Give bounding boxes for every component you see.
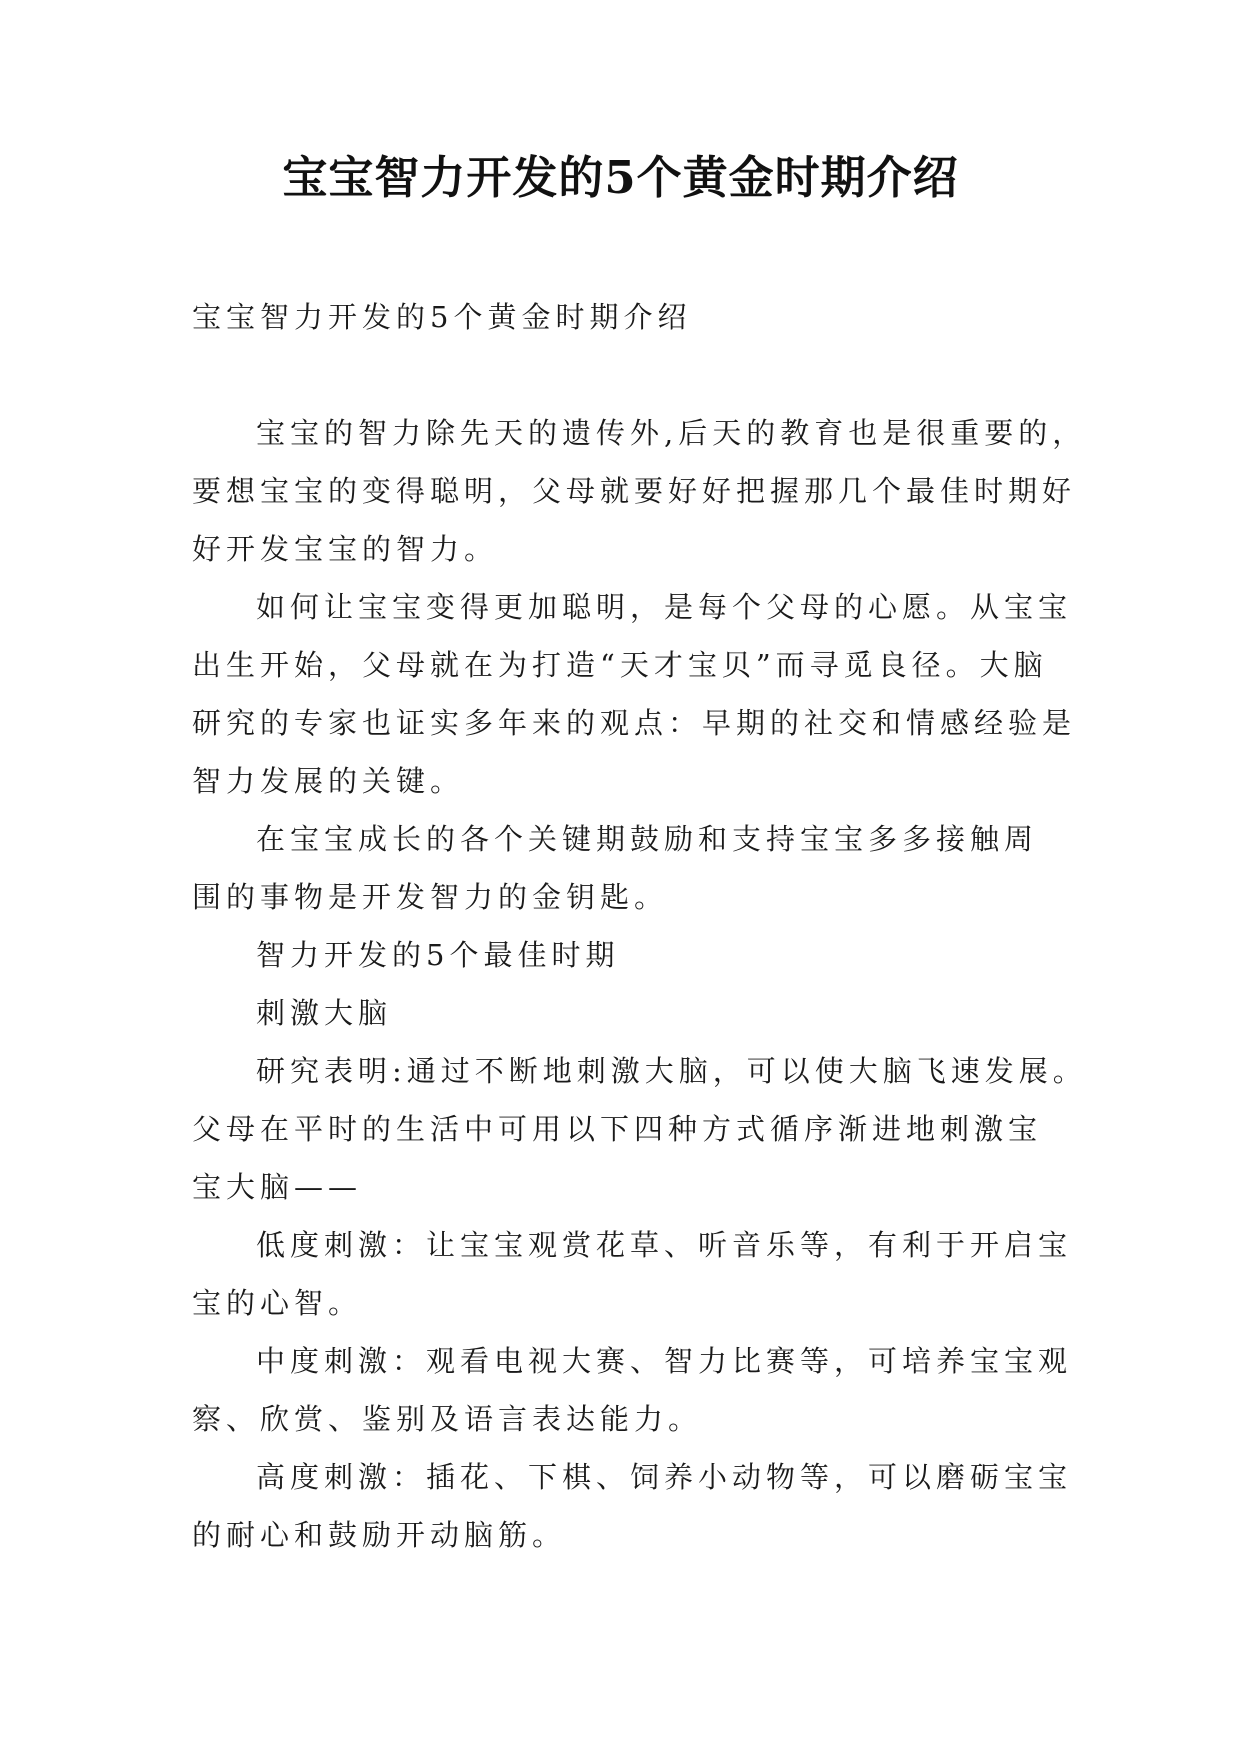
body-line: 在宝宝成长的各个关键期鼓励和支持宝宝多多接触周 [256,822,1039,856]
body-line: 宝的心智。 [192,1286,363,1320]
body-line: 出生开始，父母就在为打造“天才宝贝”而寻觅良径。大脑 [192,648,1048,682]
body-line: 刺激大脑 [256,996,393,1030]
document-body [192,404,1087,1564]
body-line: 围的事物是开发智力的金钥匙。 [192,880,669,914]
body-line: 好开发宝宝的智力。 [192,532,499,566]
body-line: 智力开发的5个最佳时期 [256,938,620,972]
document-subtitle: 宝宝智力开发的5个黄金时期介绍 [192,300,692,334]
body-line: 要想宝宝的变得聪明，父母就要好好把握那几个最佳时期好 [192,474,1077,508]
body-line: 中度刺激：观看电视大赛、智力比赛等，可培养宝宝观 [256,1344,1073,1378]
document-title: 宝宝智力开发的5个黄金时期介绍 [282,151,959,204]
body-line: 高度刺激：插花、下棋、饲养小动物等，可以磨砺宝宝 [256,1460,1073,1494]
body-line: 宝大脑—— [192,1170,363,1204]
body-line: 宝宝的智力除先天的遗传外,后天的教育也是很重要的， [256,416,1087,450]
body-line: 父母在平时的生活中可用以下四种方式循序渐进地刺激宝 [192,1112,1043,1146]
body-line: 智力发展的关键。 [192,764,465,798]
body-line: 的耐心和鼓励开动脑筋。 [192,1518,567,1552]
body-line: 研究的专家也证实多年来的观点：早期的社交和情感经验是 [192,706,1077,740]
body-line: 低度刺激：让宝宝观赏花草、听音乐等，有利于开启宝 [256,1228,1073,1262]
body-line: 察、欣赏、鉴别及语言表达能力。 [192,1402,703,1436]
body-line: 研究表明:通过不断地刺激大脑，可以使大脑飞速发展。 [256,1054,1087,1088]
body-line: 如何让宝宝变得更加聪明，是每个父母的心愿。从宝宝 [256,590,1073,624]
